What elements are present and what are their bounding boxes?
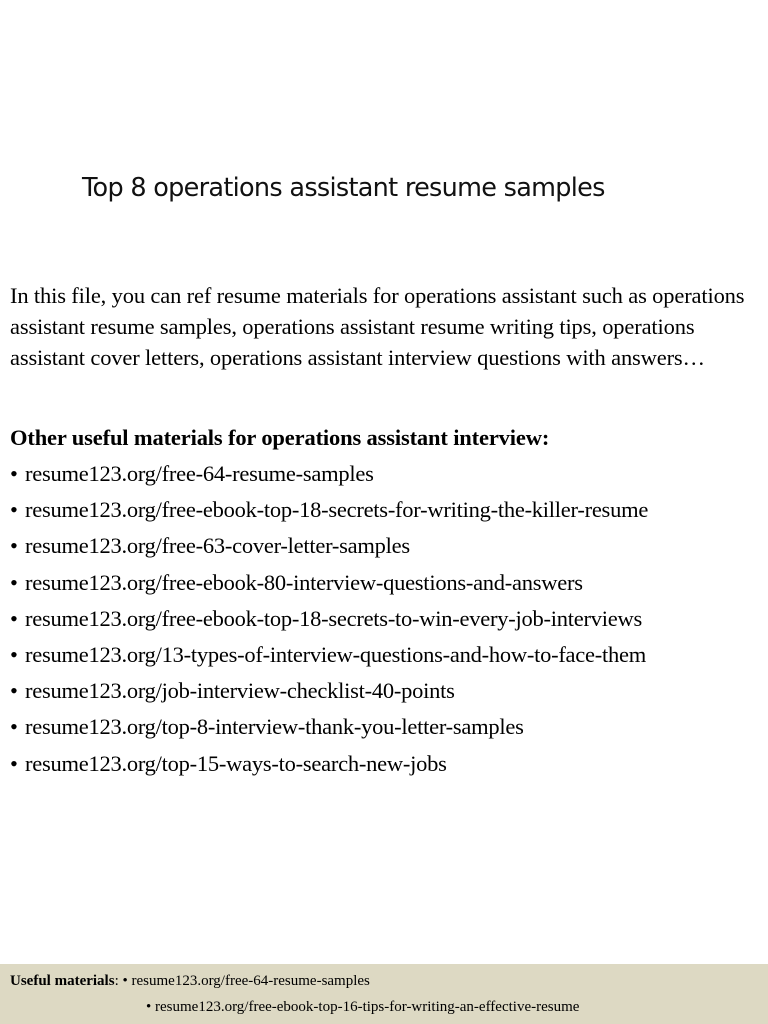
bullet-icon: •: [10, 750, 18, 776]
list-item[interactable]: [10, 673, 648, 709]
page-title: Top 8 operations assistant resume samples: [82, 173, 605, 203]
link-text[interactable]: resume123.org/top-8-interview-thank-you-letter-samples: [25, 714, 524, 740]
footer-link[interactable]: resume123.org/free-ebook-top-16-tips-for-writing-an-effective-resume: [155, 999, 580, 1015]
footer-bar: [0, 964, 768, 1024]
list-item[interactable]: [10, 709, 648, 745]
materials-link-list: [10, 456, 648, 782]
bullet-icon: •: [10, 642, 18, 668]
bullet-icon: •: [10, 678, 18, 704]
footer-row: [10, 972, 370, 990]
list-item[interactable]: [10, 601, 648, 637]
materials-heading: Other useful materials for operations assistant interview:: [10, 425, 550, 450]
bullet-icon: •: [10, 605, 18, 631]
list-item[interactable]: [10, 492, 648, 528]
list-item[interactable]: [10, 565, 648, 601]
list-item[interactable]: [10, 528, 648, 564]
bullet-icon: •: [10, 461, 18, 486]
link-text[interactable]: resume123.org/top-15-ways-to-search-new-jobs: [25, 750, 447, 776]
list-item[interactable]: [10, 746, 648, 782]
intro-paragraph: In this file, you can ref resume materials for operations assistant such as operations assistant resume samples, operations assistant resume writing tips, operations assistant cover letters, operations assistant interview questions with answers…: [10, 283, 745, 370]
list-item[interactable]: [10, 456, 648, 492]
link-text[interactable]: resume123.org/free-ebook-top-18-secrets-to-win-every-job-interviews: [25, 605, 642, 631]
footer-link[interactable]: resume123.org/free-64-resume-samples: [131, 973, 370, 989]
link-text[interactable]: resume123.org/13-types-of-interview-questions-and-how-to-face-them: [25, 642, 647, 668]
list-item[interactable]: [10, 637, 648, 673]
bullet-icon: •: [10, 533, 18, 559]
bullet-icon: •: [10, 714, 18, 740]
link-text[interactable]: resume123.org/free-ebook-top-18-secrets-for-writing-the-killer-resume: [25, 497, 649, 523]
footer-row: [146, 998, 579, 1016]
link-text[interactable]: resume123.org/free-63-cover-letter-samples: [25, 533, 410, 559]
bullet-icon: •: [10, 569, 18, 595]
footer-separator: :: [114, 973, 123, 989]
link-text[interactable]: resume123.org/job-interview-checklist-40-points: [25, 678, 455, 704]
link-text[interactable]: resume123.org/free-ebook-80-interview-questions-and-answers: [25, 569, 583, 595]
footer-label: Useful materials: [10, 973, 115, 989]
bullet-icon: •: [10, 497, 18, 523]
bullet-icon: •: [122, 973, 128, 989]
bullet-icon: •: [146, 999, 152, 1015]
link-text[interactable]: resume123.org/free-64-resume-samples: [25, 461, 374, 486]
